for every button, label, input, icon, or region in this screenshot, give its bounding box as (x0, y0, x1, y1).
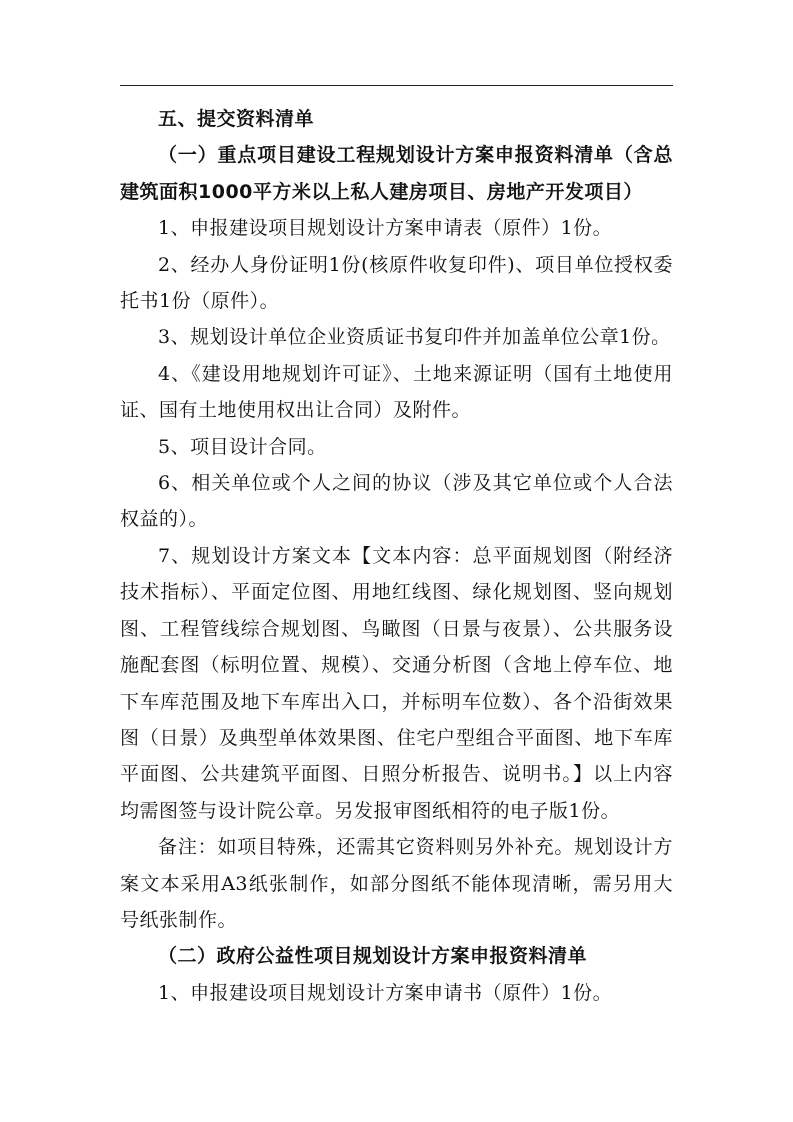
sub-heading-1: （一）重点项目建设工程规划设计方案申报资料清单（含总建筑面积1000平方米以上私人建房项目、房地产开发项目） (120, 144, 673, 203)
list-item: 1、申报建设项目规划设计方案申请书（原件）1份。 (158, 981, 613, 1004)
list-item: 6、相关单位或个人之间的协议（涉及其它单位或个人合法权益的）。 (120, 472, 673, 531)
list-item: 4、《建设用地规划许可证》、土地来源证明（国有土地使用证、国有土地使用权出让合同）及附件。 (120, 362, 673, 422)
note-paragraph: 备注：如项目特殊，还需其它资料则另外补充。规划设计方案文本采用A3纸张制作，如部分图纸不能体现清晰，需另用大号纸张制作。 (120, 836, 673, 931)
header-rule (120, 85, 673, 86)
list-item: 1、申报建设项目规划设计方案申请表（原件）1份。 (158, 217, 613, 240)
document-body (120, 101, 673, 1011)
list-item: 2、经办人身份证明1份(核原件收复印件)、项目单位授权委托书1份（原件）。 (120, 253, 673, 313)
section-heading: 五、提交资料清单 (158, 108, 315, 130)
sub-heading-2: （二）政府公益性项目规划设计方案申报资料清单 (158, 945, 588, 968)
list-item: 5、项目设计合同。 (158, 435, 327, 458)
list-item: 7、规划设计方案文本【文本内容：总平面规划图（附经济技术指标）、平面定位图、用地红线图、绿化规划图、竖向规划图、工程管线综合规划图、鸟瞰图（日景与夜景）、公共服务设施配套图（标明位置、规模）、交通分析图（含地上停车位、地下车库范围及地下车库出入口，并标明车位数）、各个沿街效果图（日景）及典型单体效果图、住宅户型组合平面图、地下车库平面图、公共建筑平面图、日照分析报告、说明书。】以上内容均需图签与设计院公章。另发报审图纸相符的电子版1份。 (120, 544, 673, 822)
list-item: 3、规划设计单位企业资质证书复印件并加盖单位公章1份。 (158, 326, 671, 349)
